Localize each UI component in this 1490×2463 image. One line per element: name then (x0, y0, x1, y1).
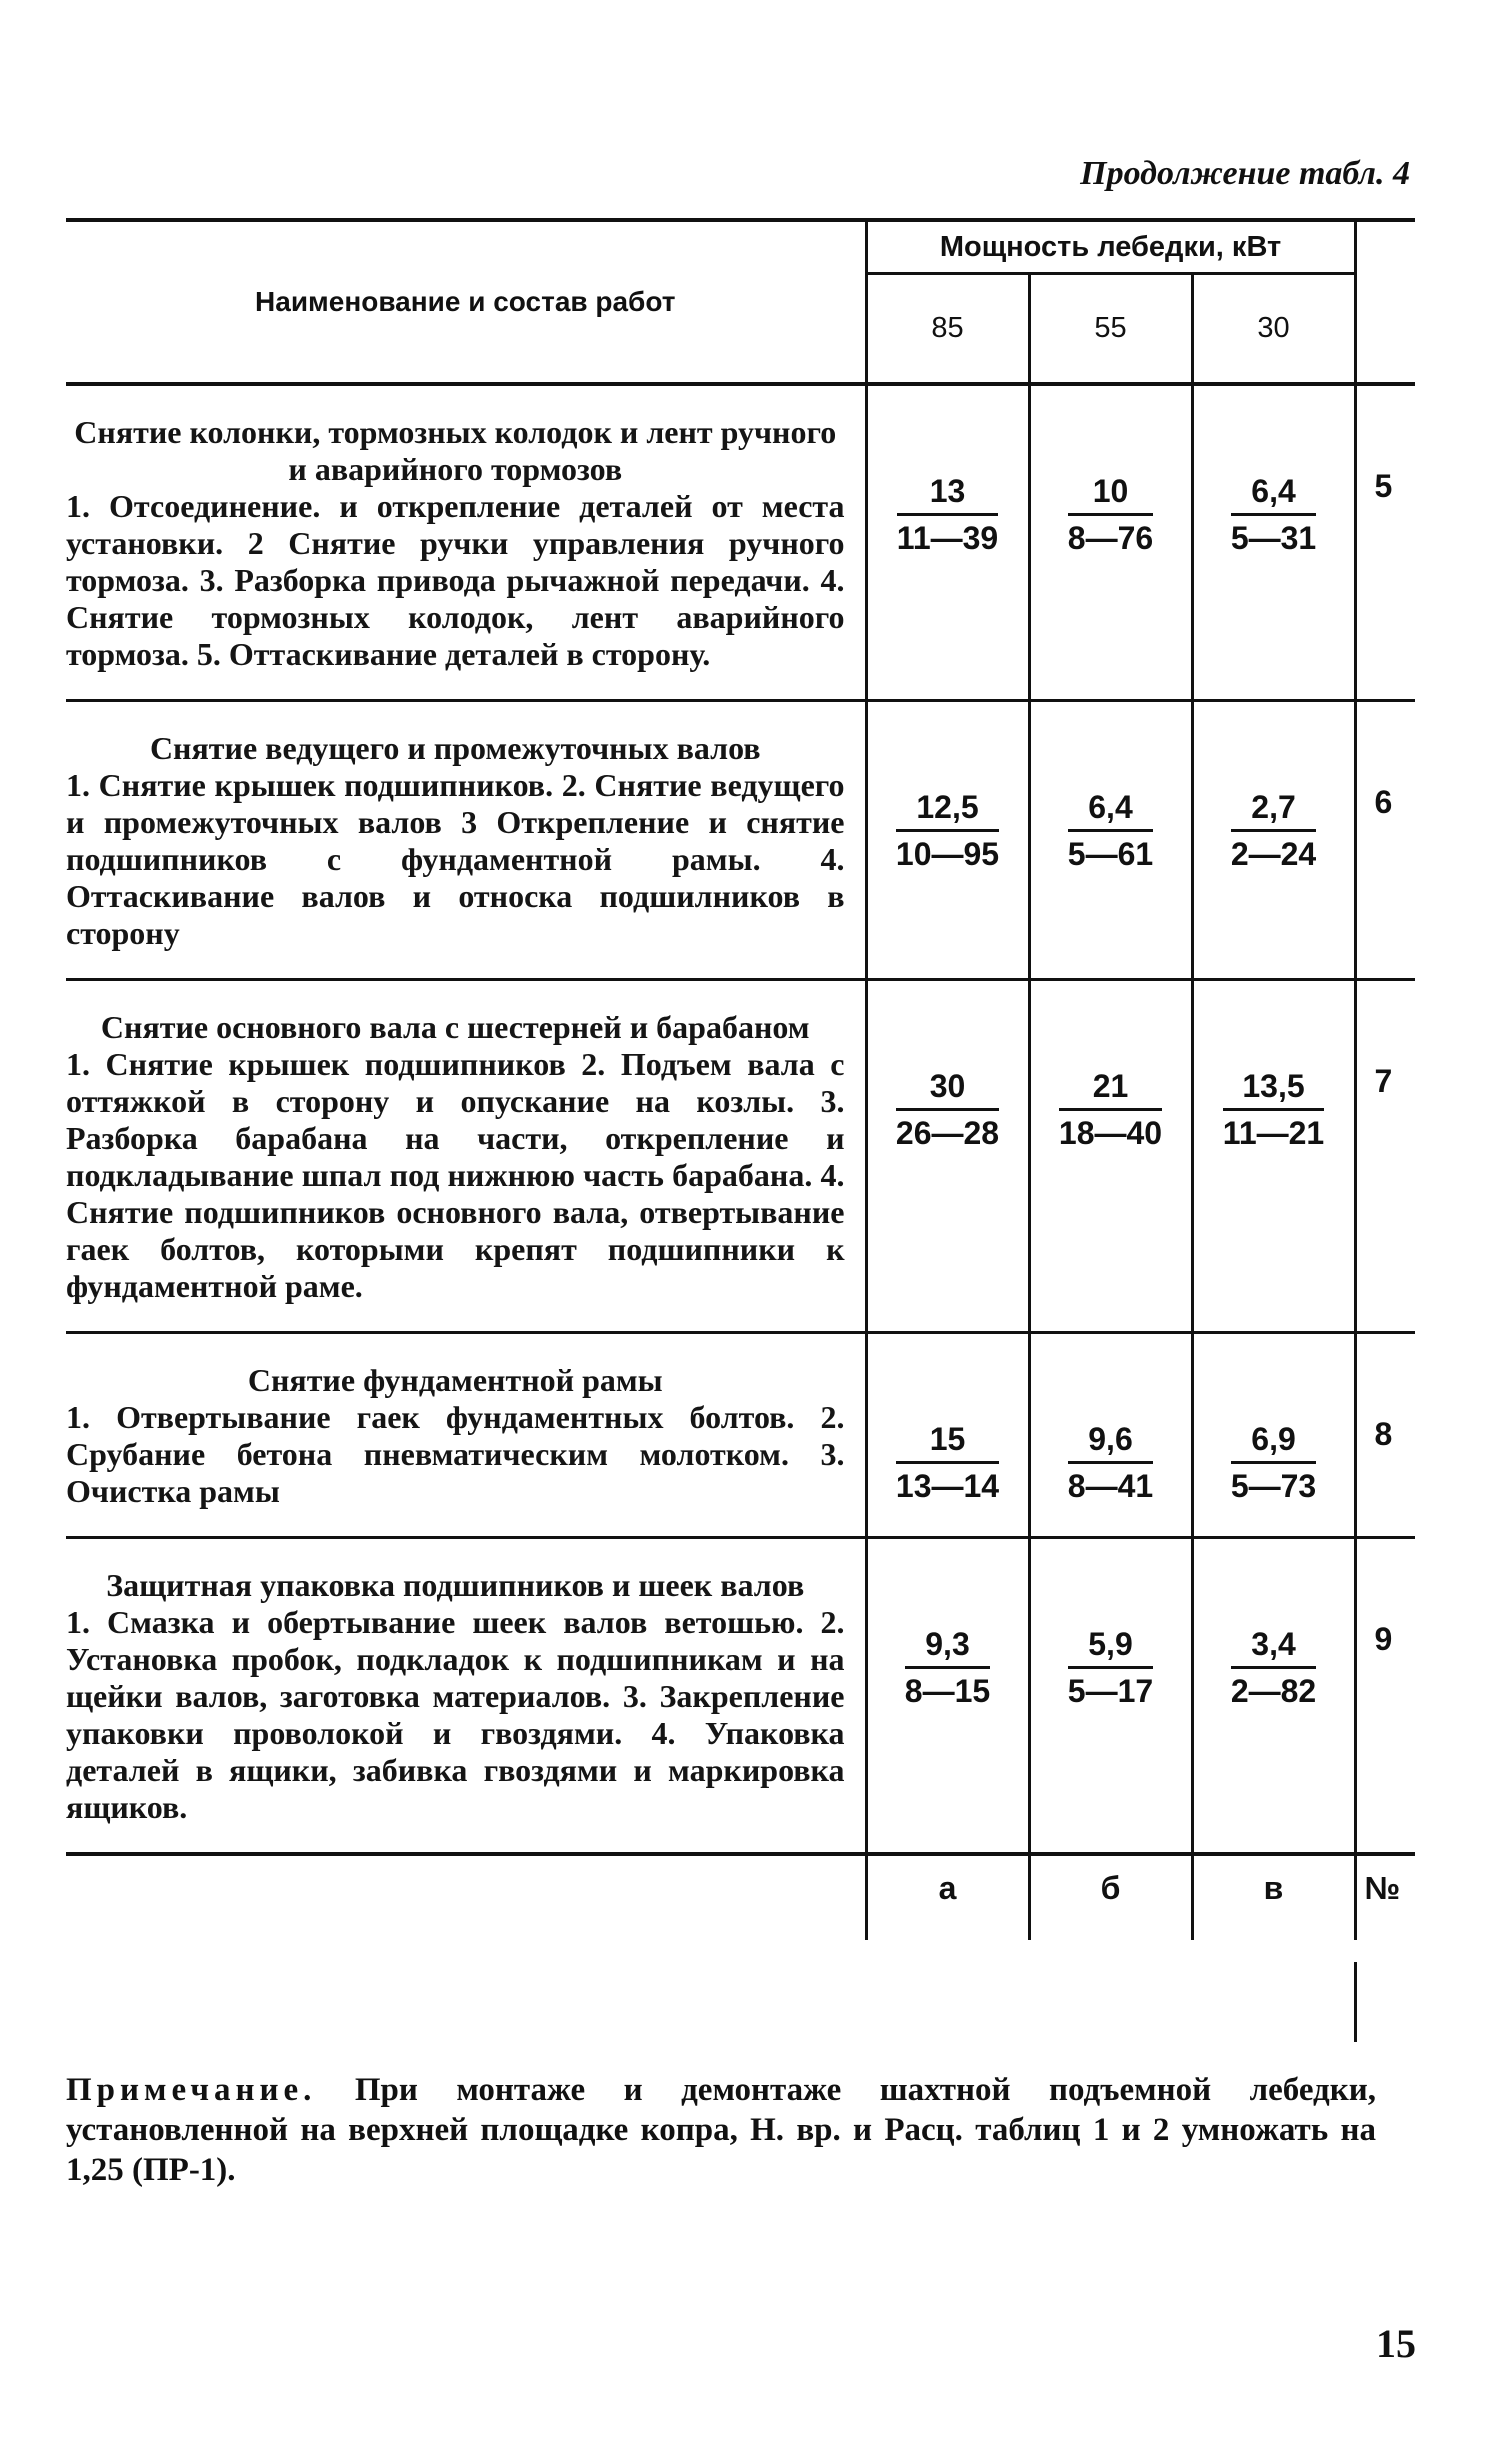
work-cell (66, 384, 866, 701)
norm-time: 6,4 (1068, 789, 1153, 832)
work-description: 1. Снятие крышек подшипников 2. Подъем вала с оттяжкой в сторону и опускание на козлы. 3. Разборка барабана на части, открепление и подкладывание шпал под нижнюю часть барабана. 4. Снятие подшипников основного вала, отвертывание гаек болтов, которыми крепят подшипники к фундаментной раме. (66, 1046, 845, 1304)
value-cell (1192, 384, 1355, 701)
rate: 2—82 (1230, 1673, 1317, 1709)
work-cell (66, 1538, 866, 1855)
value-cell (1192, 1538, 1355, 1855)
table-row (66, 1538, 1415, 1855)
work-description: 1. Снятие крышек подшипников. 2. Снятие ведущего и промежуточных валов 3 Открепление и снятие подшипников с фундаментной рамы. 4. Оттаскивание валов и относка подшилников в сторону (66, 767, 845, 951)
rate: 13—14 (895, 1468, 1000, 1504)
page-number: 15 (1376, 2321, 1416, 2366)
header-col-85: 85 (866, 274, 1029, 384)
norm-time: 30 (896, 1068, 999, 1111)
value-cell (1192, 701, 1355, 980)
norm-time: 12,5 (896, 789, 999, 832)
norm-time: 21 (1059, 1068, 1162, 1111)
value-cell (866, 980, 1029, 1333)
work-description: 1. Отвертывание гаек фундаментных болтов. 2. Срубание бетона пневматическим молотком. 3. Очистка рамы (66, 1399, 845, 1509)
norm-time: 13 (897, 473, 998, 516)
value-cell (1029, 1333, 1192, 1538)
table-row (66, 1333, 1415, 1538)
norm-time: 9,3 (905, 1626, 990, 1669)
note-text: При монтаже и демонтаже шахтной подъемной лебедки, установленной на верхней площадке копра, Н. вр. и Расц. таблиц 1 и 2 умножать на 1,25 (ПР-1). (66, 2072, 1376, 2188)
rate: 5—17 (1067, 1673, 1154, 1709)
value-cell (1029, 980, 1192, 1333)
value-cell (866, 384, 1029, 701)
row-number: 5 (1355, 384, 1415, 701)
work-norms-table (66, 218, 1415, 1940)
column-letter: в (1192, 1854, 1355, 1940)
work-cell (66, 980, 866, 1333)
rate: 5—61 (1067, 836, 1154, 872)
work-cell (66, 1333, 866, 1538)
rate: 10—95 (895, 836, 1000, 872)
rate: 26—28 (895, 1115, 1000, 1151)
norm-time: 15 (896, 1421, 999, 1464)
column-letter: а (866, 1854, 1029, 1940)
work-title: Снятие фундаментной рамы (247, 1362, 663, 1398)
value-cell (1192, 1333, 1355, 1538)
norm-time: 6,9 (1231, 1421, 1316, 1464)
note (66, 2070, 1376, 2190)
value-cell (1192, 980, 1355, 1333)
rate: 2—24 (1230, 836, 1317, 872)
rate: 11—21 (1222, 1115, 1325, 1151)
row-number: 6 (1355, 701, 1415, 980)
value-cell (1029, 1538, 1192, 1855)
norm-time: 2,7 (1231, 789, 1316, 832)
header-blank (1355, 220, 1415, 274)
header-col-30: 30 (1192, 274, 1355, 384)
row-number: 7 (1355, 980, 1415, 1333)
footer-row (66, 1854, 1415, 1940)
rate: 5—73 (1230, 1468, 1317, 1504)
norm-time: 10 (1068, 473, 1153, 516)
value-cell (866, 701, 1029, 980)
norm-time: 3,4 (1231, 1626, 1316, 1669)
table-row (66, 980, 1415, 1333)
work-description: 1. Смазка и обертывание шеек валов ветошью. 2. Установка пробок, подкладок к подшипникам и на щейки валов, заготовка материалов. 3. Закрепление упаковки проволокой и гвоздями. 4. Упаковка деталей в ящики, забивка гвоздями и маркировка ящиков. (66, 1604, 845, 1825)
row-number-label: № (1355, 1854, 1415, 1940)
column-letter: б (1029, 1854, 1192, 1940)
work-title: Снятие колонки, тормозных колодок и лент ручного и аварийного тормозов (74, 414, 837, 487)
work-title: Снятие ведущего и промежуточных валов (149, 730, 761, 766)
norm-time: 13,5 (1223, 1068, 1324, 1111)
table-caption: Продолжение табл. 4 (1080, 155, 1410, 192)
header-name-column: Наименование и состав работ (66, 220, 866, 384)
column-divider (1354, 1962, 1357, 2042)
norm-time: 9,6 (1068, 1421, 1153, 1464)
footer-blank (66, 1854, 866, 1940)
table-row (66, 701, 1415, 980)
rate: 18—40 (1058, 1115, 1163, 1151)
rate: 8—15 (904, 1673, 991, 1709)
rate: 8—41 (1067, 1468, 1154, 1504)
value-cell (1029, 384, 1192, 701)
value-cell (866, 1333, 1029, 1538)
work-title: Защитная упаковка подшипников и шеек валов (106, 1567, 805, 1603)
row-number: 8 (1355, 1333, 1415, 1538)
rate: 11—39 (896, 520, 999, 556)
value-cell (866, 1538, 1029, 1855)
header-blank (1355, 274, 1415, 384)
header-col-55: 55 (1029, 274, 1192, 384)
rate: 8—76 (1067, 520, 1154, 556)
row-number: 9 (1355, 1538, 1415, 1855)
table-row (66, 384, 1415, 701)
work-description: 1. Отсоединение. и открепление деталей от места установки. 2 Снятие ручки управления ручного тормоза. 3. Разборка привода рычажной передачи. 4. Снятие тормозных колодок, лент аварийного тормоза. 5. Оттаскивание деталей в сторону. (66, 488, 845, 672)
note-label: Примечание. (66, 2072, 317, 2108)
norm-time: 5,9 (1068, 1626, 1153, 1669)
header-power-group: Мощность лебедки, кВт (866, 220, 1355, 274)
work-title: Снятие основного вала с шестерней и барабаном (100, 1009, 810, 1045)
norm-time: 6,4 (1231, 473, 1316, 516)
work-cell (66, 701, 866, 980)
value-cell (1029, 701, 1192, 980)
rate: 5—31 (1230, 520, 1317, 556)
